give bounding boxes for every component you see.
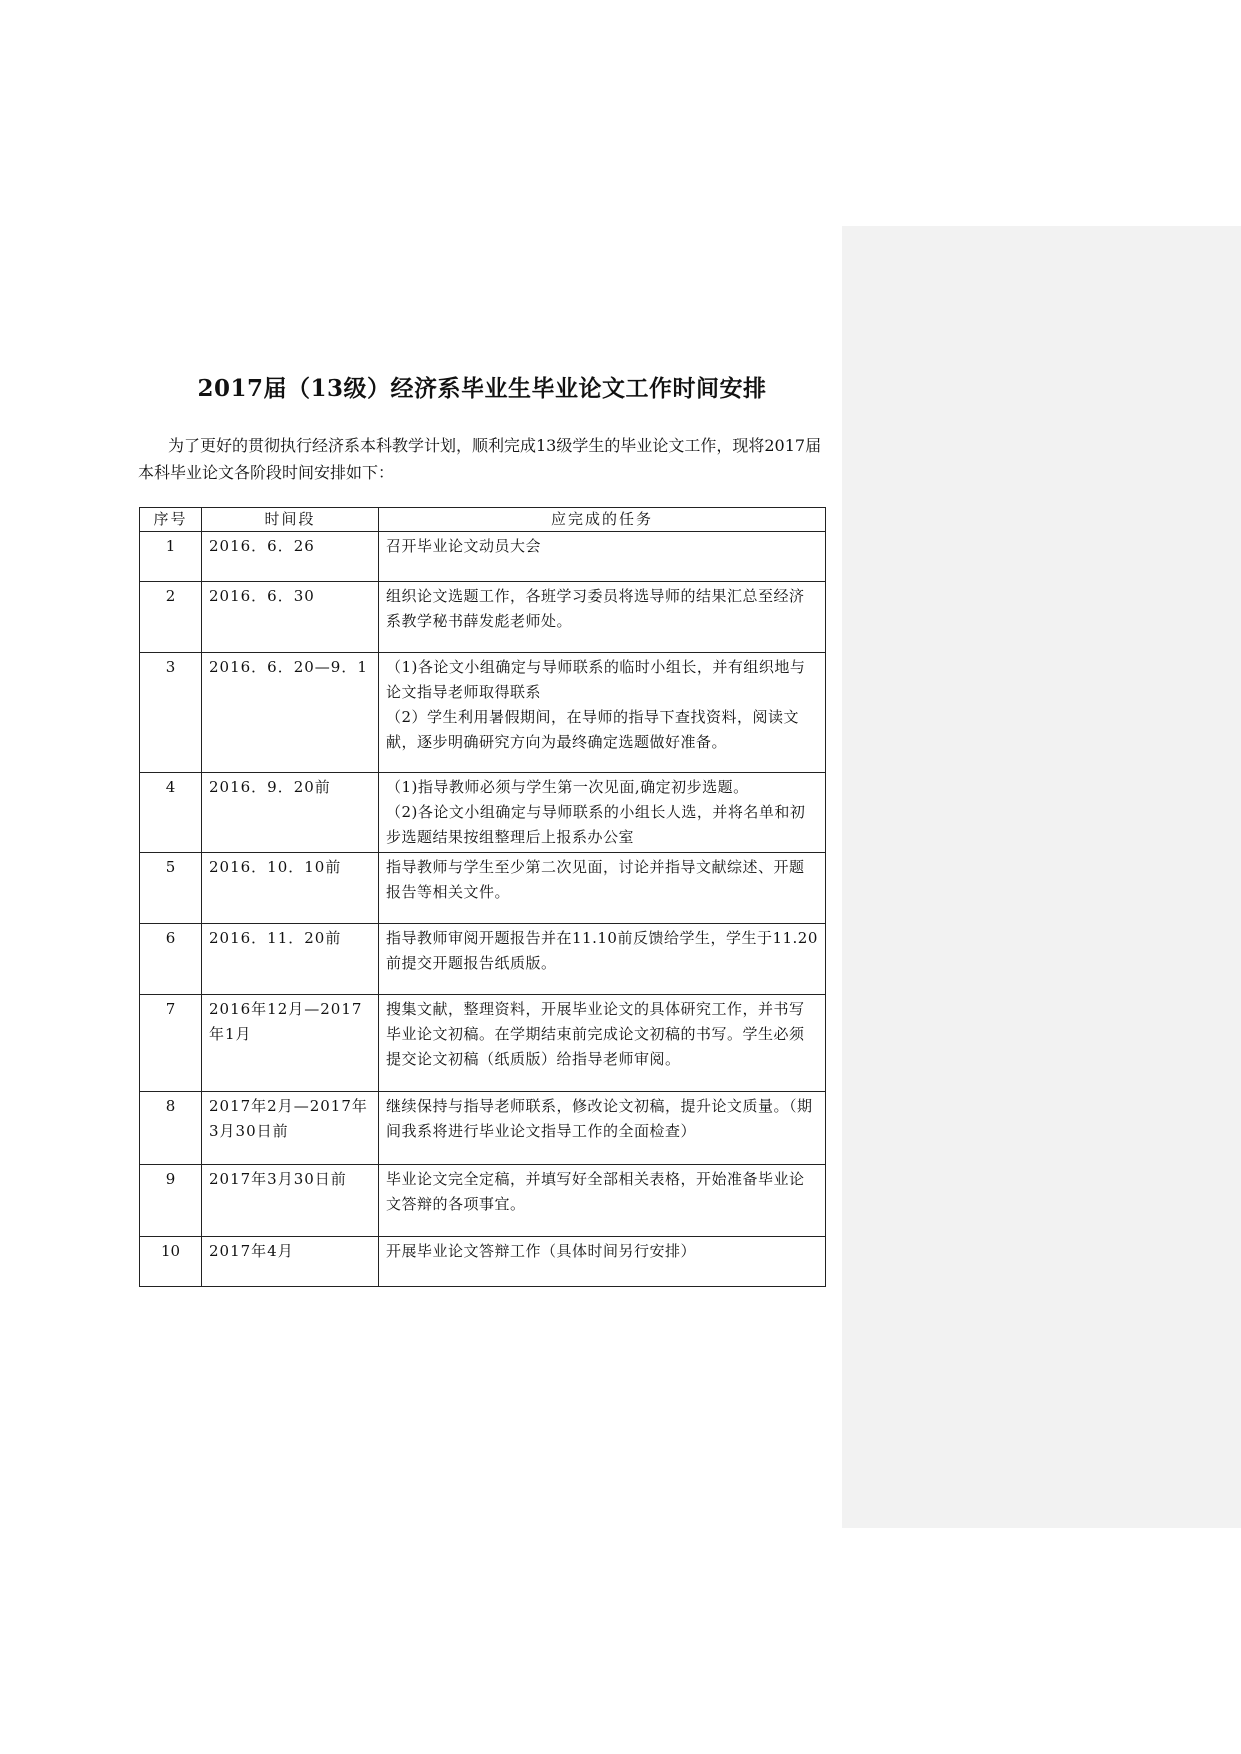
task-text: （2)各论文小组确定与导师联系的小组长人选，并将名单和初步选题结果按组整理后上报系办公室: [386, 803, 806, 846]
row-time: 2016．6．26: [202, 532, 379, 582]
row-task: [379, 853, 826, 924]
intro-text: 为了更好的贯彻执行经济系本科教学计划，顺利完成13级学生的毕业论文工作，现将2017届本科毕业论文各阶段时间安排如下：: [138, 436, 822, 482]
task-text: 组织论文选题工作，各班学习委员将选导师的结果汇总至经济系教学秘书薛发彪老师处。: [386, 587, 805, 630]
row-number: 5: [140, 853, 202, 924]
table-row: [140, 582, 826, 653]
header-no: 序号: [140, 508, 202, 532]
task-text: 指导教师审阅开题报告并在11.10前反馈给学生，学生于11.20前提交开题报告纸质版。: [386, 929, 818, 972]
row-task: [379, 1237, 826, 1287]
row-time: 2016．9．20前: [202, 773, 379, 853]
row-number: 6: [140, 924, 202, 995]
row-time: 2017年2月—2017年3月30日前: [202, 1092, 379, 1165]
row-task: [379, 1165, 826, 1237]
row-number: 2: [140, 582, 202, 653]
row-time: 2016．10．10前: [202, 853, 379, 924]
task-text: （1)各论文小组确定与导师联系的临时小组长，并有组织地与论文指导老师取得联系: [386, 658, 806, 701]
row-task: [379, 653, 826, 773]
row-time: 2017年3月30日前: [202, 1165, 379, 1237]
table-row: [140, 995, 826, 1092]
task-text: 开展毕业论文答辩工作（具体时间另行安排）: [386, 1242, 697, 1260]
table-row: [140, 853, 826, 924]
table-row: [140, 1092, 826, 1165]
table-row: [140, 532, 826, 582]
task-text: 毕业论文完全定稿，并填写好全部相关表格，开始准备毕业论文答辩的各项事宜。: [386, 1170, 805, 1213]
row-number: 7: [140, 995, 202, 1092]
row-time: 2016．11．20前: [202, 924, 379, 995]
row-number: 10: [140, 1237, 202, 1287]
task-text: 搜集文献，整理资料，开展毕业论文的具体研究工作，并书写毕业论文初稿。在学期结束前完成论文初稿的书写。学生必须提交论文初稿（纸质版）给指导老师审阅。: [386, 1000, 805, 1068]
row-task: [379, 773, 826, 853]
row-task: [379, 582, 826, 653]
row-number: 9: [140, 1165, 202, 1237]
task-text: 继续保持与指导老师联系，修改论文初稿，提升论文质量。（期间我系将进行毕业论文指导工作的全面检查）: [386, 1097, 813, 1140]
row-task: [379, 532, 826, 582]
document-title: 2017届（13级）经济系毕业生毕业论文工作时间安排: [197, 375, 767, 402]
row-time: 2017年4月: [202, 1237, 379, 1287]
row-task: [379, 1092, 826, 1165]
table-row: [140, 773, 826, 853]
row-number: 8: [140, 1092, 202, 1165]
row-number: 1: [140, 532, 202, 582]
comment-pane: [842, 226, 1241, 1528]
table-header-row: [140, 508, 826, 532]
task-text: （2）学生利用暑假期间，在导师的指导下查找资料，阅读文献，逐步明确研究方向为最终确定选题做好准备。: [386, 708, 800, 751]
table-row: [140, 924, 826, 995]
row-task: [379, 924, 826, 995]
schedule-table: [139, 507, 826, 1287]
header-time: 时间段: [202, 508, 379, 532]
task-text: 指导教师与学生至少第二次见面，讨论并指导文献综述、开题报告等相关文件。: [386, 858, 805, 901]
table-row: [140, 653, 826, 773]
row-time: 2016年12月—2017年1月: [202, 995, 379, 1092]
row-task: [379, 995, 826, 1092]
table-row: [140, 1165, 826, 1237]
row-number: 3: [140, 653, 202, 773]
row-number: 4: [140, 773, 202, 853]
intro-paragraph: [138, 432, 826, 486]
table-row: [140, 1237, 826, 1287]
row-time: 2016．6．30: [202, 582, 379, 653]
task-text: 召开毕业论文动员大会: [386, 537, 542, 555]
header-task: 应完成的任务: [379, 508, 826, 532]
task-text: （1)指导教师必须与学生第一次见面,确定初步选题。: [386, 778, 749, 796]
row-time: 2016．6．20—9．1: [202, 653, 379, 773]
